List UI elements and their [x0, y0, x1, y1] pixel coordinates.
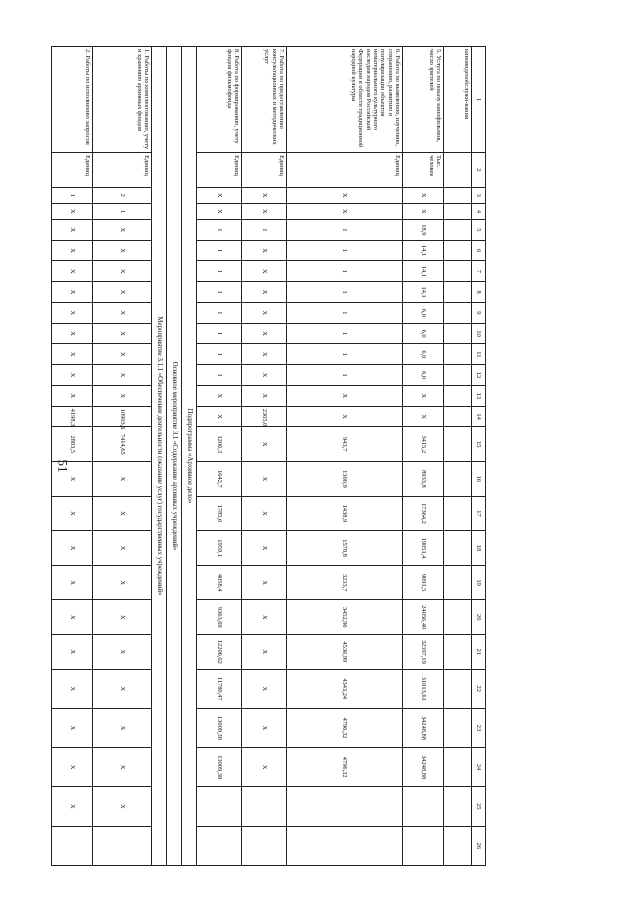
value-cell	[403, 826, 444, 865]
value-cell: X	[197, 406, 242, 427]
value-cell: 9091,5	[403, 565, 444, 600]
value-cell	[444, 669, 472, 708]
value-cell: 4343,24	[287, 669, 403, 708]
value-cell: X	[287, 187, 403, 203]
value-cell: 9363,69	[197, 600, 242, 635]
value-cell: X	[52, 302, 93, 323]
value-cell	[444, 240, 472, 261]
value-cell: X	[52, 531, 93, 566]
column-number-cell: 19	[472, 565, 486, 600]
value-cell: 2	[93, 187, 152, 203]
value-cell: X	[242, 427, 287, 462]
value-cell	[197, 787, 242, 826]
value-cell	[444, 708, 472, 747]
value-cell: X	[52, 635, 93, 670]
value-cell: X	[93, 261, 152, 282]
unit-cell: Единиц	[287, 153, 403, 188]
value-cell: X	[52, 344, 93, 365]
value-cell: 1	[52, 187, 93, 203]
value-cell: X	[93, 787, 152, 826]
value-cell: 1785,6	[197, 496, 242, 531]
value-cell: 17364,2	[403, 496, 444, 531]
value-cell: 6,0	[403, 365, 444, 386]
value-cell: X	[93, 302, 152, 323]
value-cell: 34248,88	[403, 708, 444, 747]
value-cell: X	[93, 531, 152, 566]
value-cell: X	[242, 708, 287, 747]
value-cell: X	[242, 365, 287, 386]
value-cell: 4796,32	[287, 748, 403, 787]
rotated-table-area	[68, 46, 486, 866]
value-cell: 1206,3	[197, 427, 242, 462]
main-activity-row	[167, 47, 182, 866]
value-cell: 1	[287, 365, 403, 386]
column-number-cell: 25	[472, 787, 486, 826]
value-cell: X	[93, 462, 152, 497]
value-cell: X	[52, 787, 93, 826]
column-number-cell: 26	[472, 826, 486, 865]
value-cell: 1	[197, 323, 242, 344]
value-cell: X	[242, 531, 287, 566]
value-cell: 1	[197, 302, 242, 323]
value-cell: X	[242, 496, 287, 531]
value-cell: X	[242, 187, 287, 203]
value-cell: X	[52, 323, 93, 344]
value-cell	[444, 385, 472, 406]
activity-row	[152, 47, 167, 866]
value-cell: 1	[242, 219, 287, 240]
column-number-cell: 18	[472, 531, 486, 566]
value-cell: X	[52, 565, 93, 600]
value-cell	[444, 787, 472, 826]
value-cell	[444, 406, 472, 427]
value-cell	[444, 635, 472, 670]
column-number-cell: 24	[472, 748, 486, 787]
value-cell: X	[242, 302, 287, 323]
table-row	[444, 47, 472, 866]
value-cell: 1	[287, 240, 403, 261]
value-cell: 3415,2	[403, 427, 444, 462]
value-cell: X	[93, 635, 152, 670]
table-row	[93, 47, 152, 866]
value-cell	[444, 323, 472, 344]
value-cell: 1	[197, 261, 242, 282]
value-cell	[444, 203, 472, 219]
value-cell: 1	[287, 282, 403, 303]
value-cell: 6,0	[403, 323, 444, 344]
row-name-cell: 8. Работа по формированию, учету фондов фильмофонда	[197, 47, 242, 153]
value-cell	[444, 826, 472, 865]
value-cell: X	[242, 635, 287, 670]
value-cell	[93, 826, 152, 865]
value-cell: 2883,5	[52, 427, 93, 462]
value-cell: X	[242, 600, 287, 635]
column-number-cell: 10	[472, 323, 486, 344]
value-cell: 1578,8	[287, 531, 403, 566]
unit-cell: Единиц	[52, 153, 93, 188]
value-cell: 8933,8	[403, 462, 444, 497]
value-cell: X	[52, 669, 93, 708]
value-cell: X	[52, 240, 93, 261]
value-cell	[242, 826, 287, 865]
activity-row-text: Мероприятие 3.1.1 «Обеспечение деятельности (оказание услуг) государственных учреждений»	[152, 47, 167, 866]
value-cell: 13009,38	[197, 748, 242, 787]
value-cell: 12206,02	[197, 635, 242, 670]
unit-cell: Тыс. человек	[403, 153, 444, 188]
value-cell: X	[242, 323, 287, 344]
row-name-cell: 1. Работы по комплектованию, учету и хранению архивных фондов	[93, 47, 152, 153]
table-row	[242, 47, 287, 866]
value-cell: 1	[197, 282, 242, 303]
value-cell: X	[93, 344, 152, 365]
value-cell	[444, 531, 472, 566]
rotated-content	[68, 46, 486, 866]
value-cell: 4536,99	[287, 635, 403, 670]
column-number-cell: 4	[472, 203, 486, 219]
value-cell: X	[52, 748, 93, 787]
column-number-cell: 23	[472, 708, 486, 747]
value-cell: X	[52, 708, 93, 747]
value-cell: 14,1	[403, 261, 444, 282]
value-cell: X	[93, 669, 152, 708]
column-number-cell: 11	[472, 344, 486, 365]
value-cell	[444, 344, 472, 365]
value-cell: X	[52, 203, 93, 219]
value-cell: 6,0	[403, 344, 444, 365]
value-cell: X	[403, 406, 444, 427]
table-row	[197, 47, 242, 866]
value-cell	[444, 365, 472, 386]
column-number-cell: 13	[472, 385, 486, 406]
value-cell: 32397,19	[403, 635, 444, 670]
table-row	[403, 47, 444, 866]
value-cell: X	[242, 385, 287, 406]
value-cell: 1	[287, 219, 403, 240]
value-cell: X	[93, 708, 152, 747]
value-cell: 18,9	[403, 219, 444, 240]
value-cell: 3452,96	[287, 600, 403, 635]
table-body	[52, 47, 486, 866]
value-cell	[444, 565, 472, 600]
value-cell: 14,1	[403, 282, 444, 303]
value-cell: X	[403, 385, 444, 406]
value-cell: 1	[287, 323, 403, 344]
value-cell: 1	[197, 344, 242, 365]
column-number-cell: 12	[472, 365, 486, 386]
unit-cell: Единиц	[197, 153, 242, 188]
column-number-cell: 14	[472, 406, 486, 427]
value-cell: X	[93, 600, 152, 635]
value-cell: 1	[197, 365, 242, 386]
value-cell	[242, 787, 287, 826]
value-cell: 1	[287, 302, 403, 323]
column-number-cell: 6	[472, 240, 486, 261]
column-number-cell: 7	[472, 261, 486, 282]
value-cell: X	[52, 261, 93, 282]
value-cell	[444, 496, 472, 531]
value-cell: X	[93, 282, 152, 303]
value-cell: X	[93, 365, 152, 386]
unit-cell: Единиц	[242, 153, 287, 188]
value-cell: 24056,40	[403, 600, 444, 635]
value-cell: 1642,7	[197, 462, 242, 497]
column-number-cell: 1	[472, 47, 486, 153]
value-cell: 1959,1	[197, 531, 242, 566]
value-cell: 4796,32	[287, 708, 403, 747]
row-name-cell: 6. Работа по выявлению, изучению, сохранению, развитию и популяризации объектов нематериального культурного наследия народов Российской Федерации в области традиционной народной культуры	[287, 47, 403, 153]
value-cell: X	[242, 282, 287, 303]
value-cell	[444, 302, 472, 323]
value-cell: X	[93, 323, 152, 344]
value-cell: 7414,65	[93, 427, 152, 462]
value-cell: X	[52, 600, 93, 635]
column-number-cell: 22	[472, 669, 486, 708]
value-cell	[444, 187, 472, 203]
value-cell: X	[242, 203, 287, 219]
value-cell: X	[52, 365, 93, 386]
row-name-cell: киновидеообслужи-вания	[444, 47, 472, 153]
unit-cell: Единиц	[93, 153, 152, 188]
value-cell: X	[52, 496, 93, 531]
value-cell: X	[242, 462, 287, 497]
value-cell	[444, 600, 472, 635]
value-cell: X	[287, 203, 403, 219]
value-cell: 13009,38	[197, 708, 242, 747]
column-number-cell: 2	[472, 153, 486, 188]
row-name-cell: 5. Услуга по показу кинофильмов, число зрителей	[403, 47, 444, 153]
value-cell: 31013,61	[403, 669, 444, 708]
value-cell: X	[93, 496, 152, 531]
value-cell: 4198,3	[52, 406, 93, 427]
value-cell: 4058,4	[197, 565, 242, 600]
value-cell: X	[52, 462, 93, 497]
table-row	[52, 47, 93, 866]
value-cell: 14,1	[403, 240, 444, 261]
unit-cell	[444, 153, 472, 188]
column-number-cell: 16	[472, 462, 486, 497]
value-cell: X	[287, 406, 403, 427]
value-cell: 34248,88	[403, 748, 444, 787]
value-cell: X	[197, 385, 242, 406]
value-cell: X	[93, 565, 152, 600]
value-cell: 1	[197, 219, 242, 240]
value-cell: 3233,7	[287, 565, 403, 600]
column-number-cell: 5	[472, 219, 486, 240]
value-cell: 10903,6	[93, 406, 152, 427]
value-cell	[444, 219, 472, 240]
value-cell: X	[197, 203, 242, 219]
value-cell: X	[93, 385, 152, 406]
value-cell: X	[242, 344, 287, 365]
header-row	[472, 47, 486, 866]
value-cell: X	[287, 385, 403, 406]
value-cell	[444, 282, 472, 303]
column-number-cell: 15	[472, 427, 486, 462]
value-cell	[444, 427, 472, 462]
value-cell: X	[93, 219, 152, 240]
value-cell: X	[93, 748, 152, 787]
value-cell: X	[242, 261, 287, 282]
value-cell: 11780,47	[197, 669, 242, 708]
value-cell: 943,7	[287, 427, 403, 462]
value-cell	[197, 826, 242, 865]
column-number-cell: 20	[472, 600, 486, 635]
value-cell: 2305,0	[242, 406, 287, 427]
subprogram-row	[182, 47, 197, 866]
table-row	[287, 47, 403, 866]
value-cell: X	[52, 282, 93, 303]
value-cell: X	[242, 240, 287, 261]
value-cell	[52, 826, 93, 865]
column-number-cell: 8	[472, 282, 486, 303]
value-cell: 6,0	[403, 302, 444, 323]
value-cell: X	[242, 565, 287, 600]
value-cell	[287, 826, 403, 865]
value-cell: 1	[93, 203, 152, 219]
value-cell: X	[52, 385, 93, 406]
subprogram-row-text: Подпрограмма «Архивное дело»	[182, 47, 197, 866]
row-name-cell: 7. Работа по предоставлению консультационных и методических услуг	[242, 47, 287, 153]
value-cell: 1	[197, 240, 242, 261]
column-number-cell: 21	[472, 635, 486, 670]
value-cell: 19051,4	[403, 531, 444, 566]
value-cell: X	[403, 203, 444, 219]
value-cell: X	[52, 219, 93, 240]
value-cell: X	[197, 187, 242, 203]
value-cell: X	[403, 187, 444, 203]
value-cell: X	[93, 240, 152, 261]
column-number-cell: 9	[472, 302, 486, 323]
value-cell	[287, 787, 403, 826]
column-number-cell: 17	[472, 496, 486, 531]
value-cell	[444, 462, 472, 497]
value-cell: X	[242, 669, 287, 708]
value-cell	[444, 261, 472, 282]
value-cell	[403, 787, 444, 826]
row-name-cell: 2. Работы по исполнению запросов	[52, 47, 93, 153]
column-number-cell: 3	[472, 187, 486, 203]
value-cell: 1	[287, 261, 403, 282]
value-cell: 1300,9	[287, 462, 403, 497]
value-cell: 1	[287, 344, 403, 365]
value-cell: 1438,9	[287, 496, 403, 531]
data-table	[51, 46, 486, 866]
value-cell	[444, 748, 472, 787]
main-activity-row-text: Основное мероприятие 3.1 «Содержание архивных учреждений»	[167, 47, 182, 866]
page-number: 51	[55, 459, 71, 473]
value-cell: X	[242, 748, 287, 787]
